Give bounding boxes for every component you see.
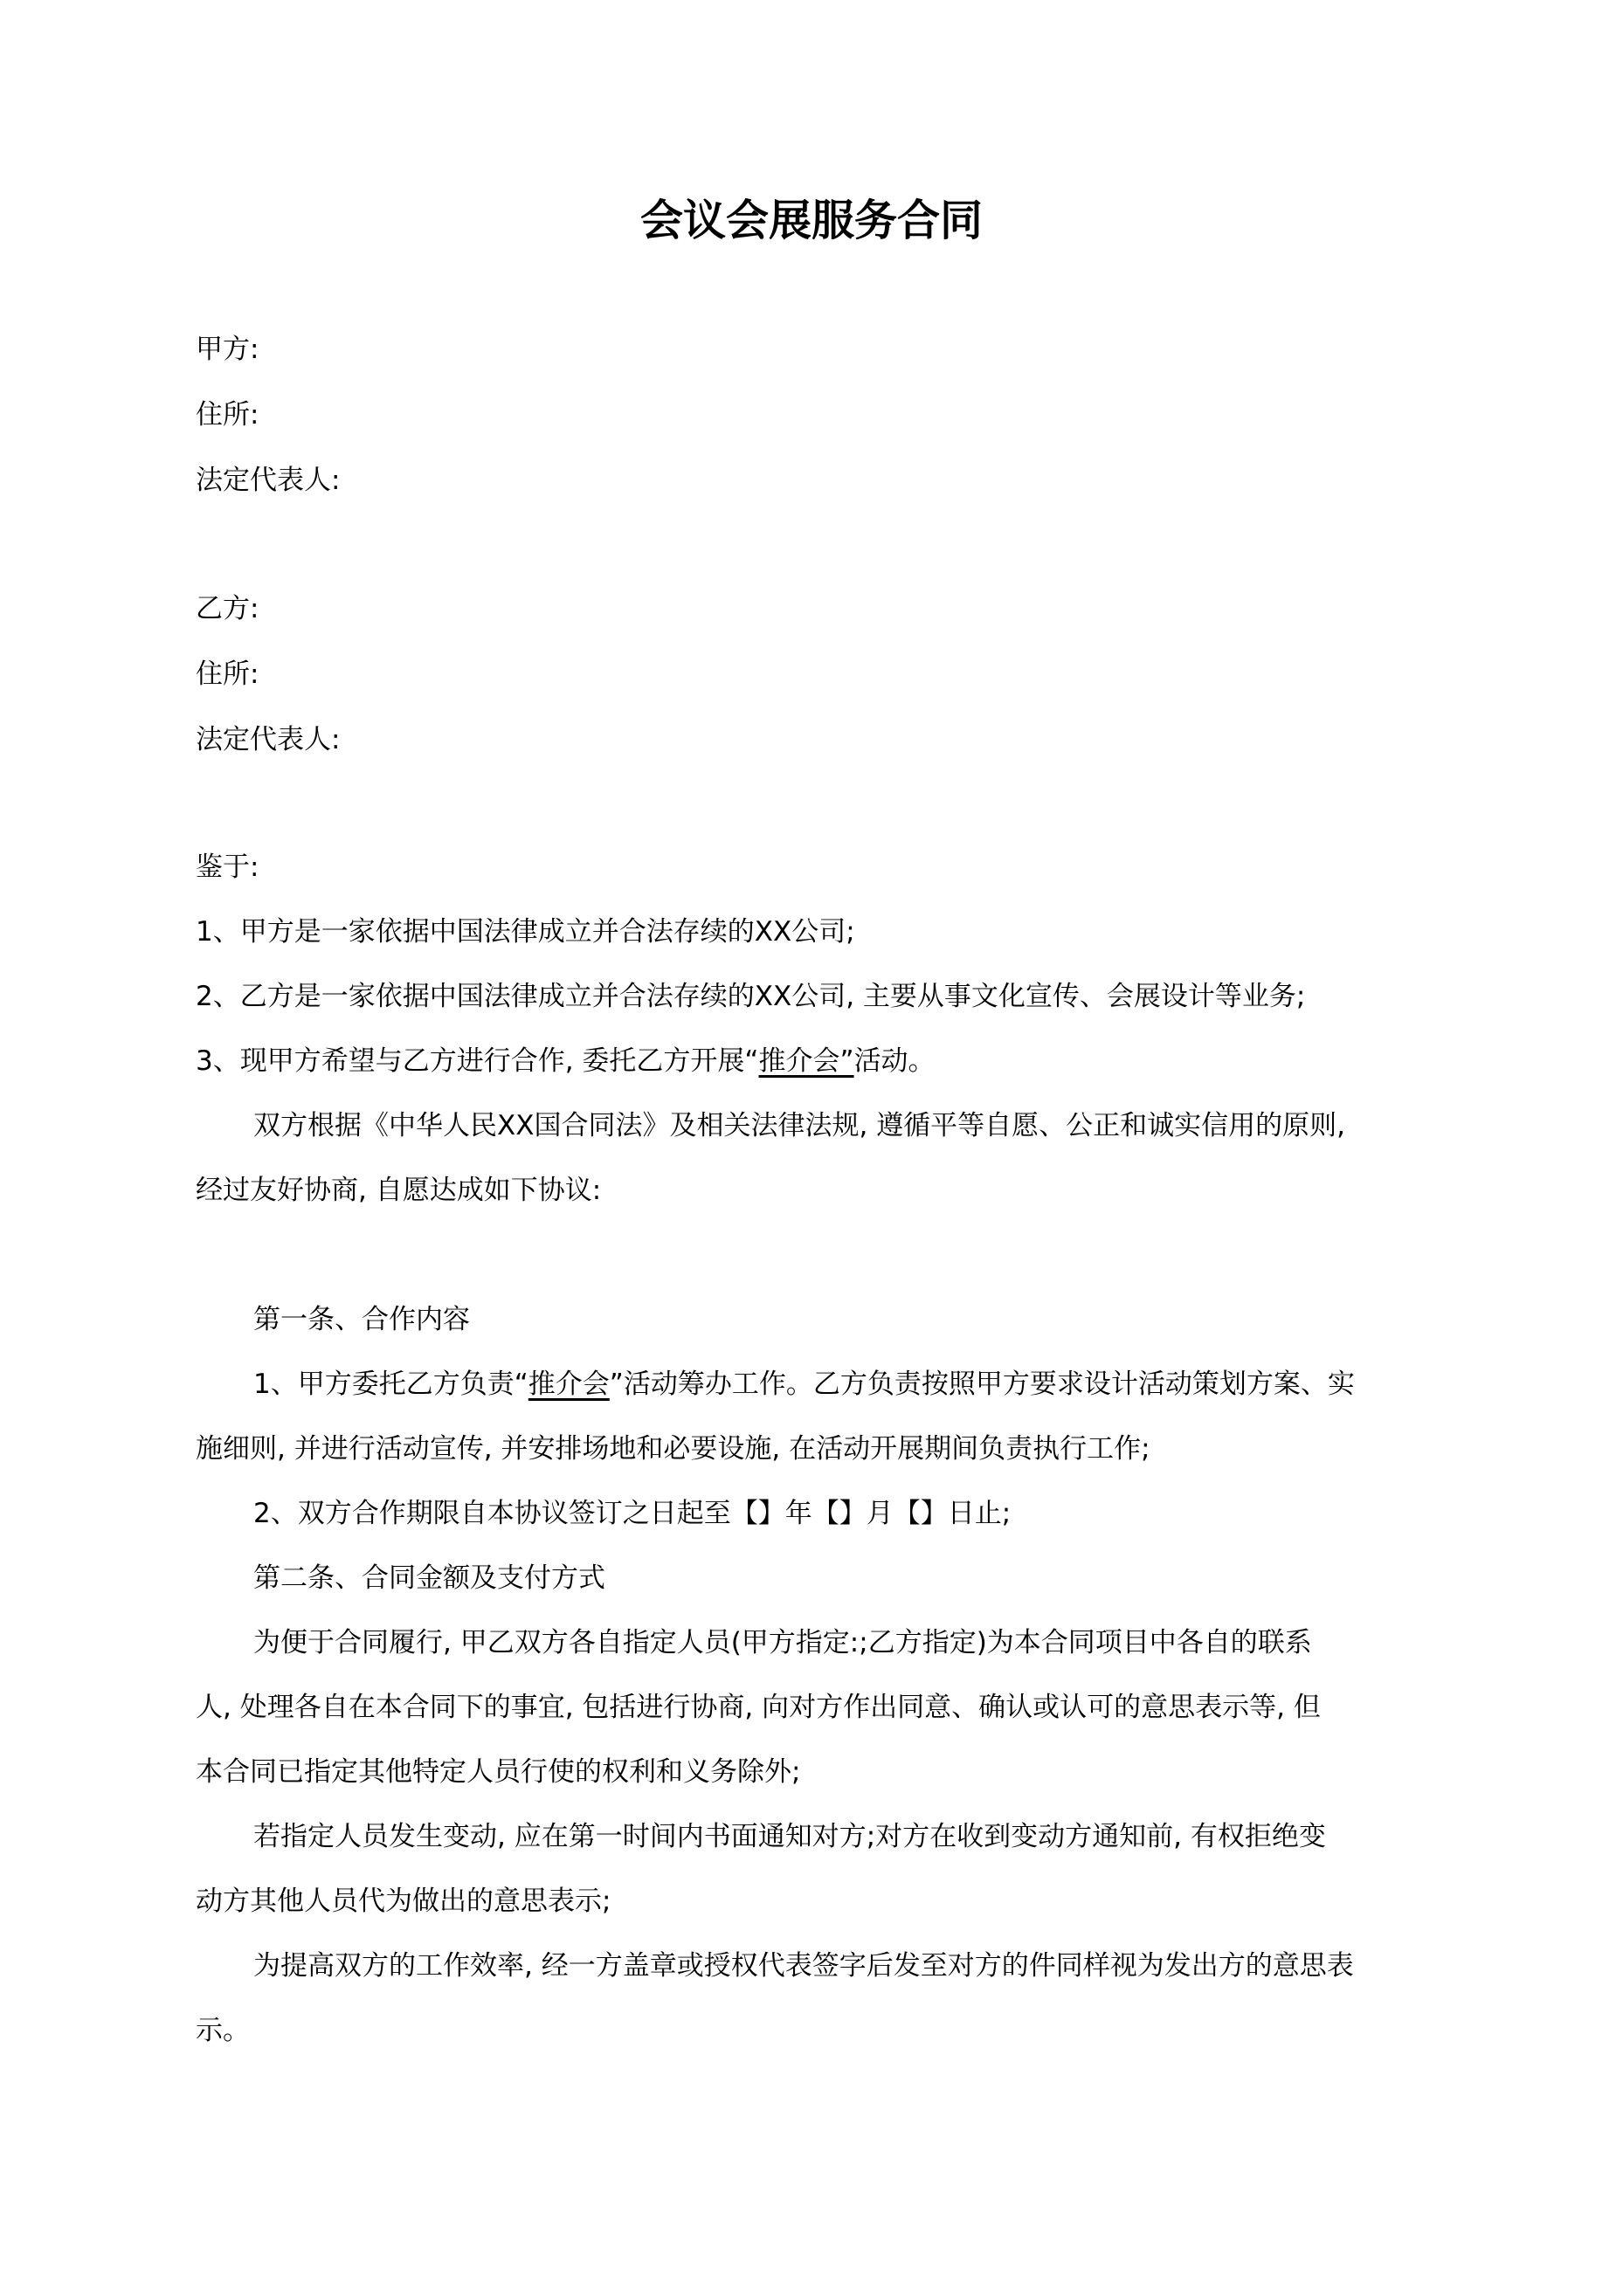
agreement-basis-line-1: 双方根据《中华人民XX国合同法》及相关法律法规, 遵循平等自愿、公正和诚实信用的原则, [253,1110,1346,1141]
article-1-para-1-line-1 [253,1367,1355,1402]
article-2-para-2-line-1: 若指定人员发生变动, 应在第一时间内书面通知对方;对方在收到变动方通知前, 有权拒绝变 [253,1821,1326,1852]
article-1-heading: 第一条、合作内容 [253,1304,470,1335]
article-1-para-1-suffix: ”活动筹办工作。乙方负责按照甲方要求设计活动策划方案、实 [609,1369,1355,1400]
article-2-para-1-line-2: 人, 处理各自在本合同下的事宜, 包括进行协商, 向对方作出同意、确认或认可的意思表示等, 但 [196,1692,1321,1723]
article-2-para-2-line-2: 动方其他人员代为做出的意思表示; [196,1886,611,1917]
article-2-para-1-line-1: 为便于合同履行, 甲乙双方各自指定人员(甲方指定:;乙方指定)为本合同项目中各自的联系 [253,1627,1312,1658]
party-a-name-label: 甲方: [196,334,259,365]
article-2-heading: 第二条、合同金额及支付方式 [253,1562,605,1594]
article-2-para-3-line-1: 为提高双方的工作效率, 经一方盖章或授权代表签字后发至对方的件同样视为发出方的意思表 [253,1950,1354,1982]
whereas-item-3-prefix: 3、现甲方希望与乙方进行合作, 委托乙方开展“ [196,1045,759,1077]
agreement-basis-line-2: 经过友好协商, 自愿达成如下协议: [196,1175,602,1206]
whereas-item-3-event: 推介会” [758,1045,854,1077]
whereas-heading: 鉴于: [196,852,259,883]
whereas-item-3 [196,1044,936,1079]
party-b-name-label: 乙方: [196,593,259,624]
article-2-para-3-line-2: 示。 [196,2015,250,2046]
article-1-para-1-event: 推介会 [528,1369,610,1400]
party-b-rep-label: 法定代表人: [196,724,341,755]
whereas-item-1: 1、甲方是一家依据中国法律成立并合法存续的XX公司; [196,916,855,948]
article-2-para-1-line-3: 本合同已指定其他特定人员行使的权利和义务除外; [196,1756,801,1788]
whereas-item-3-suffix: 活动。 [853,1045,936,1077]
article-1-para-1-line-2: 施细则, 并进行活动宣传, 并安排场地和必要设施, 在活动开展期间负责执行工作; [196,1433,1150,1465]
party-a-address-label: 住所: [196,399,259,431]
document-title: 会议会展服务合同 [639,195,983,245]
article-1-para-2: 2、双方合作期限自本协议签订之日起至【】年【】月【】日止; [253,1498,1012,1529]
whereas-item-2: 2、乙方是一家依据中国法律成立并合法存续的XX公司, 主要从事文化宣传、会展设计等业务; [196,981,1306,1012]
party-b-address-label: 住所: [196,658,259,690]
article-1-para-1-prefix: 1、甲方委托乙方负责“ [253,1369,528,1400]
party-a-rep-label: 法定代表人: [196,465,341,496]
